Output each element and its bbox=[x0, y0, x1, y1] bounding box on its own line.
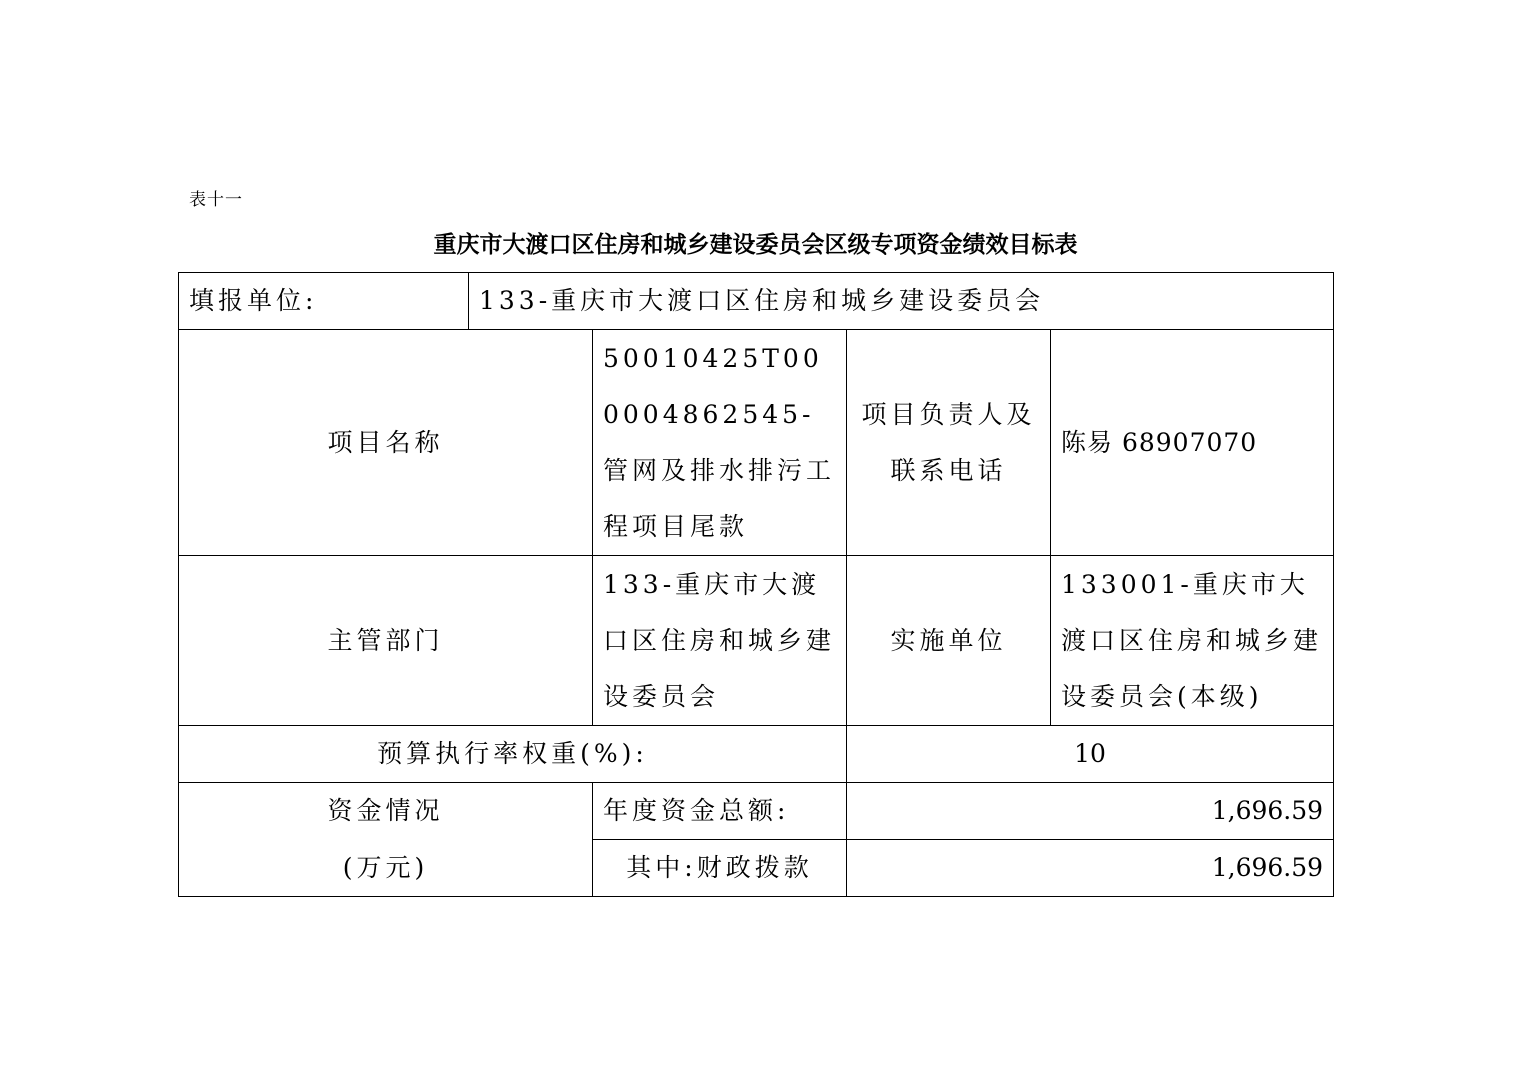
document-title: 重庆市大渡口区住房和城乡建设委员会区级专项资金绩效目标表 bbox=[433, 231, 1078, 258]
project-contact-value: 陈易 68907070 bbox=[1051, 330, 1334, 556]
performance-target-table bbox=[178, 272, 1334, 897]
annual-total-value: 1,696.59 bbox=[847, 783, 1334, 840]
annual-total-label: 年度资金总额: bbox=[593, 783, 847, 840]
table-row-annual-funds bbox=[179, 783, 1334, 840]
reporting-unit-label: 填报单位: bbox=[179, 273, 469, 330]
table-row-budget-weight bbox=[179, 726, 1334, 783]
funds-label-line1: 资金情况 bbox=[179, 783, 593, 840]
budget-weight-value: 10 bbox=[847, 726, 1334, 783]
table-row-reporting-unit bbox=[179, 273, 1334, 330]
table-row-fiscal-funds bbox=[179, 840, 1334, 897]
table-row-department bbox=[179, 556, 1334, 726]
reporting-unit-value: 133-重庆市大渡口区住房和城乡建设委员会 bbox=[469, 273, 1334, 330]
project-name-label: 项目名称 bbox=[179, 330, 593, 556]
department-value: 133-重庆市大渡口区住房和城乡建设委员会 bbox=[593, 556, 847, 726]
fiscal-appropriation-label: 其中:财政拨款 bbox=[593, 840, 847, 897]
implementing-unit-label: 实施单位 bbox=[847, 556, 1051, 726]
project-contact-label: 项目负责人及联系电话 bbox=[847, 330, 1051, 556]
funds-label-line2: (万元) bbox=[179, 840, 593, 897]
table-number-label: 表十一 bbox=[189, 190, 243, 210]
department-label: 主管部门 bbox=[179, 556, 593, 726]
implementing-unit-value: 133001-重庆市大渡口区住房和城乡建设委员会(本级) bbox=[1051, 556, 1334, 726]
fiscal-appropriation-value: 1,696.59 bbox=[847, 840, 1334, 897]
table-row-project bbox=[179, 330, 1334, 556]
project-name-value: 50010425T000004862545-管网及排水排污工程项目尾款 bbox=[593, 330, 847, 556]
budget-weight-label: 预算执行率权重(%): bbox=[179, 726, 847, 783]
